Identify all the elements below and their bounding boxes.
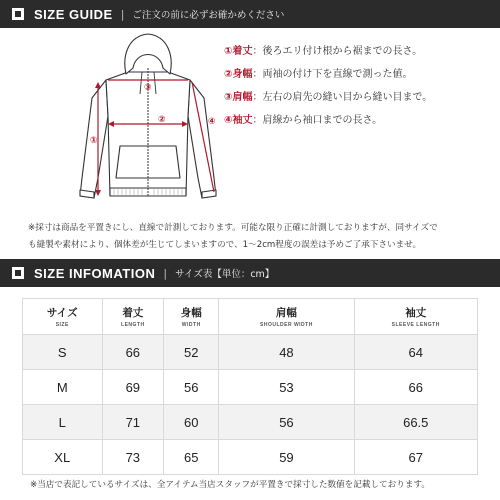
measurement-legend (224, 40, 494, 132)
marker-2: ② (158, 115, 166, 125)
size-guide-subtitle: ご注文の前に必ずお確かめください (132, 10, 285, 21)
cell-length: 73 (102, 440, 164, 475)
legend-row-shoulder: ③肩幅：左右の肩先の縫い目から縫い目まで。 (224, 92, 433, 103)
marker-1: ① (90, 136, 98, 146)
cell-width: 56 (164, 370, 219, 405)
legend-row-width: ②身幅：両袖の付け下を直線で測った値。 (224, 69, 413, 80)
size-info-title: SIZE INFOMATION (34, 265, 156, 281)
size-guide-title: SIZE GUIDE (34, 6, 113, 22)
header-shoulder: 肩幅 SHOULDER WIDTH (219, 299, 354, 335)
measurement-note-line-2: も縫製や素材により、個体差が生じてしまいますので、1〜2cm程度の誤差は予めご了承下さいませ。 (28, 240, 422, 250)
table-row (23, 405, 478, 440)
cell-size: L (23, 405, 103, 440)
measurement-note-line-1: ※採寸は商品を平置きにし、直線で計測しております。可能な限り正確に計測しておりますが、同サイズで (28, 223, 438, 233)
cell-sleeve: 67 (354, 440, 478, 475)
cell-size: XL (23, 440, 103, 475)
cell-sleeve: 66.5 (354, 405, 478, 440)
size-info-subtitle: サイズ表【単位：cm】 (175, 269, 275, 280)
marker-4: ④ (208, 117, 216, 127)
hoodie-illustration (68, 28, 228, 218)
cell-size: M (23, 370, 103, 405)
cell-sleeve: 66 (354, 370, 478, 405)
header-separator: | (120, 7, 125, 21)
cell-length: 69 (102, 370, 164, 405)
table-row (23, 370, 478, 405)
marker-3: ③ (144, 83, 152, 93)
cell-sleeve: 64 (354, 335, 478, 370)
measurement-footnote: ※当店で表記しているサイズは、全アイテム当店スタッフが平置きで採寸した数値を記載しております。 (30, 480, 430, 490)
table-row (23, 440, 478, 475)
cell-length: 71 (102, 405, 164, 440)
size-info-header (0, 259, 500, 287)
legend-row-length: ①着丈：後ろエリ付け根から裾までの長さ。 (224, 46, 423, 57)
square-bullet-icon (12, 267, 24, 279)
cell-shoulder: 53 (219, 370, 354, 405)
cell-shoulder: 48 (219, 335, 354, 370)
cell-length: 66 (102, 335, 164, 370)
cell-shoulder: 59 (219, 440, 354, 475)
size-guide-header (0, 0, 500, 28)
table-row (23, 335, 478, 370)
cell-width: 60 (164, 405, 219, 440)
cell-width: 52 (164, 335, 219, 370)
table-header-row (23, 299, 478, 335)
cell-shoulder: 56 (219, 405, 354, 440)
legend-row-sleeve: ④袖丈：肩線から袖口までの長さ。 (224, 115, 383, 126)
header-separator: | (163, 266, 168, 280)
header-length: 着丈 LENGTH (102, 299, 164, 335)
header-width: 身幅 WIDTH (164, 299, 219, 335)
size-table (22, 298, 478, 475)
measurement-note (28, 220, 478, 254)
square-bullet-icon (12, 8, 24, 20)
cell-size: S (23, 335, 103, 370)
header-sleeve: 袖丈 SLEEVE LENGTH (354, 299, 478, 335)
header-size: サイズ SIZE (23, 299, 103, 335)
cell-width: 65 (164, 440, 219, 475)
